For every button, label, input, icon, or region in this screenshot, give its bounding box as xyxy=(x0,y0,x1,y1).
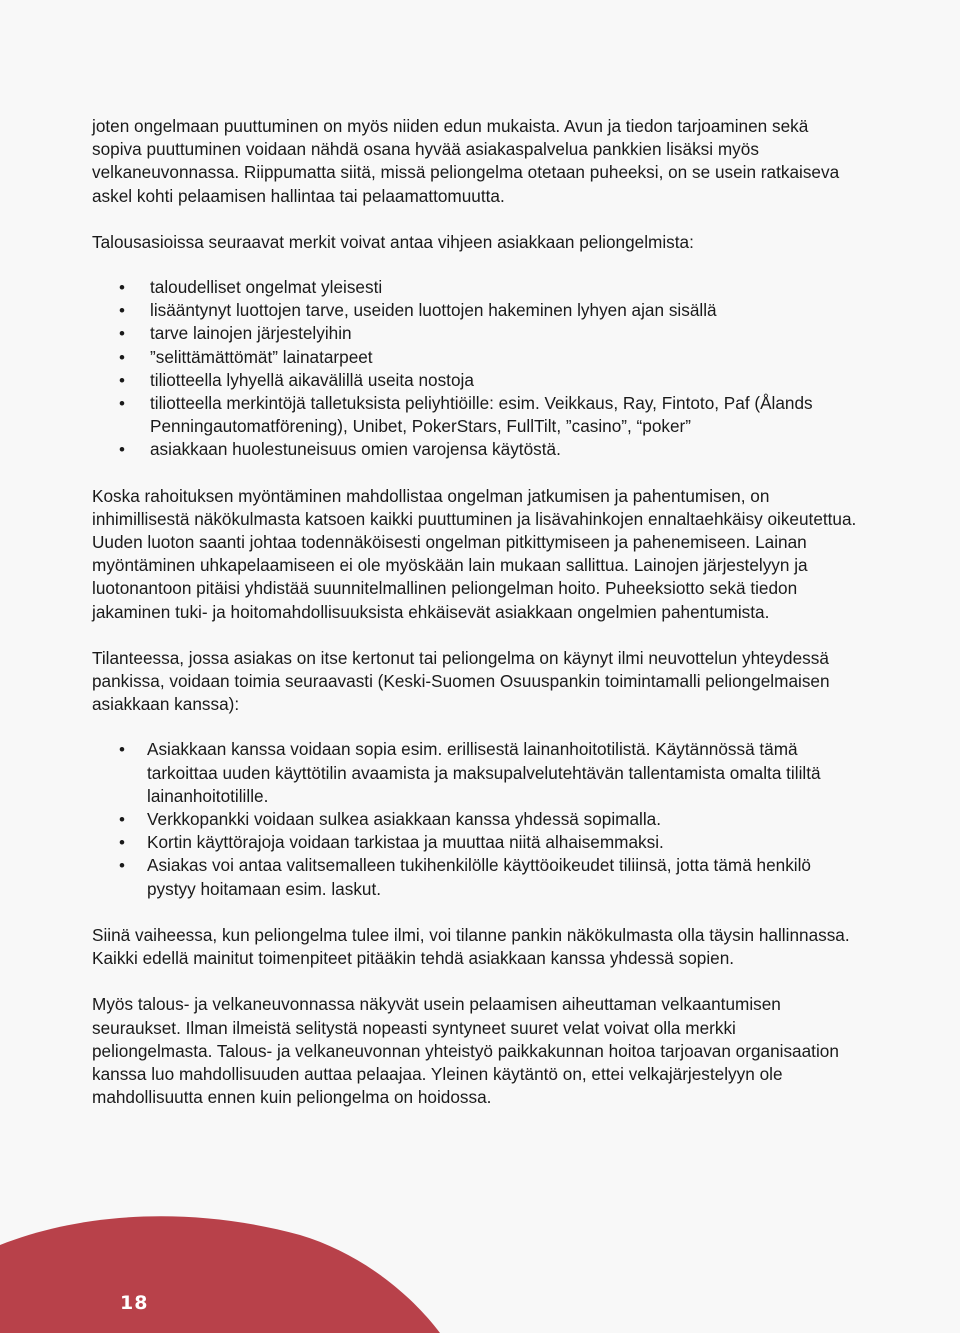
list-item: • ”selittämättömät” lainatarpeet xyxy=(92,346,860,369)
paragraph-financing: Koska rahoituksen myöntäminen mahdollistaa ongelman jatkumisen ja pahentumisen, on inhimillisestä näkökulmasta katsoen kaikki puuttuminen ja lisävahinkojen ennaltaehkäisy oikeutettua. Uuden luoton saanti johtaa todennäköisesti ongelman pitkittymiseen ja pahenemiseen. Lainan myöntäminen uhkapelaamiseen ei ole myöskään lain mukaan sallittua. Lainojen järjestelyyn ja luotonantoon pitäisi yhdistää suunnitelmallinen peliongelman hoito. Puheeksiotto sekä tiedon jakaminen tuki- ja hoitomahdollisuuksista ehkäisevät asiakkaan ongelmien pahentumista. xyxy=(92,485,857,622)
document-body xyxy=(92,115,860,1109)
list-item: • lisääntynyt luottojen tarve, useiden luottojen hakeminen lyhyen ajan sisällä xyxy=(92,299,860,322)
paragraph-debt-counselling: Myös talous- ja velkaneuvonnassa näkyvät usein pelaamisen aiheuttaman velkaantumisen seuraukset. Ilman ilmeistä selitystä nopeasti syntyneet suuret velat voivat olla merkki peliongelmasta. Talous- ja velkaneuvonnan yhteistyö paikkakunnan hoitoa tarjoavan organisaation kanssa luo mahdollisuuden auttaa pelaajaa. Yleinen käytäntö on, ettei velkajärjestelyyn ole mahdollisuutta ennen kuin peliongelma on hoidossa. xyxy=(92,994,839,1108)
paragraph-signs-lead: Talousasioissa seuraavat merkit voivat antaa vihjeen asiakkaan peliongelmista: xyxy=(92,231,694,252)
list-item: • tiliotteella lyhyellä aikavälillä useita nostoja xyxy=(92,369,860,392)
page-number: 18 xyxy=(120,1292,149,1314)
list-item: • Kortin käyttörajoja voidaan tarkistaa ja muuttaa niitä alhaisemmaksi. xyxy=(92,831,860,854)
paragraph-situation: Tilanteessa, jossa asiakas on itse kertonut tai peliongelma on käynyt ilmi neuvottelun yhteydessä pankissa, voidaan toimia seuraavasti (Keski-Suomen Osuuspankin toimintamalli peliongelmaisen asiakkaan kanssa): xyxy=(92,647,830,715)
signs-list xyxy=(92,276,860,462)
list-item: • asiakkaan huolestuneisuus omien varojensa käytöstä. xyxy=(92,438,860,461)
list-item: • Asiakas voi antaa valitsemalleen tukihenkilölle käyttöoikeudet tiliinsä, jotta tämä henkilö pystyy hoitamaan esim. laskut. xyxy=(92,854,860,900)
list-item: • tiliotteella merkintöjä talletuksista peliyhtiöille: esim. Veikkaus, Ray, Fintoto, Paf (Ålands Penningautomatförening), Unibet, PokerStars, FullTilt, ”casino”, “poker” xyxy=(92,392,860,438)
list-item: • taloudelliset ongelmat yleisesti xyxy=(92,276,860,299)
paragraph-control: Siinä vaiheessa, kun peliongelma tulee ilmi, voi tilanne pankin näkökulmasta olla täysin hallinnassa. Kaikki edellä mainitut toimenpiteet pitääkin tehdä asiakkaan kanssa yhdessä sopien. xyxy=(92,924,850,969)
list-item: • tarve lainojen järjestelyihin xyxy=(92,322,860,345)
list-item: • Asiakkaan kanssa voidaan sopia esim. erillisestä lainanhoitotilistä. Käytännössä tämä tarkoittaa uuden käyttötilin avaamista ja maksupalvelutehtävän tallentamista omalta tililtä lainanhoitotilille. xyxy=(92,738,860,808)
list-item: • Verkkopankki voidaan sulkea asiakkaan kanssa yhdessä sopimalla. xyxy=(92,808,860,831)
paragraph-intro: joten ongelmaan puuttuminen on myös niiden edun mukaista. Avun ja tiedon tarjoaminen sekä sopiva puuttuminen voidaan nähdä osana hyvää asiakaspalvelua pankkien lisäksi myös velkaneuvonnassa. Riippumatta siitä, missä peliongelma otetaan puheeksi, on se usein ratkaiseva askel kohti pelaamisen hallintaa tai pelaamattomuutta. xyxy=(92,116,840,206)
actions-list xyxy=(92,738,860,900)
